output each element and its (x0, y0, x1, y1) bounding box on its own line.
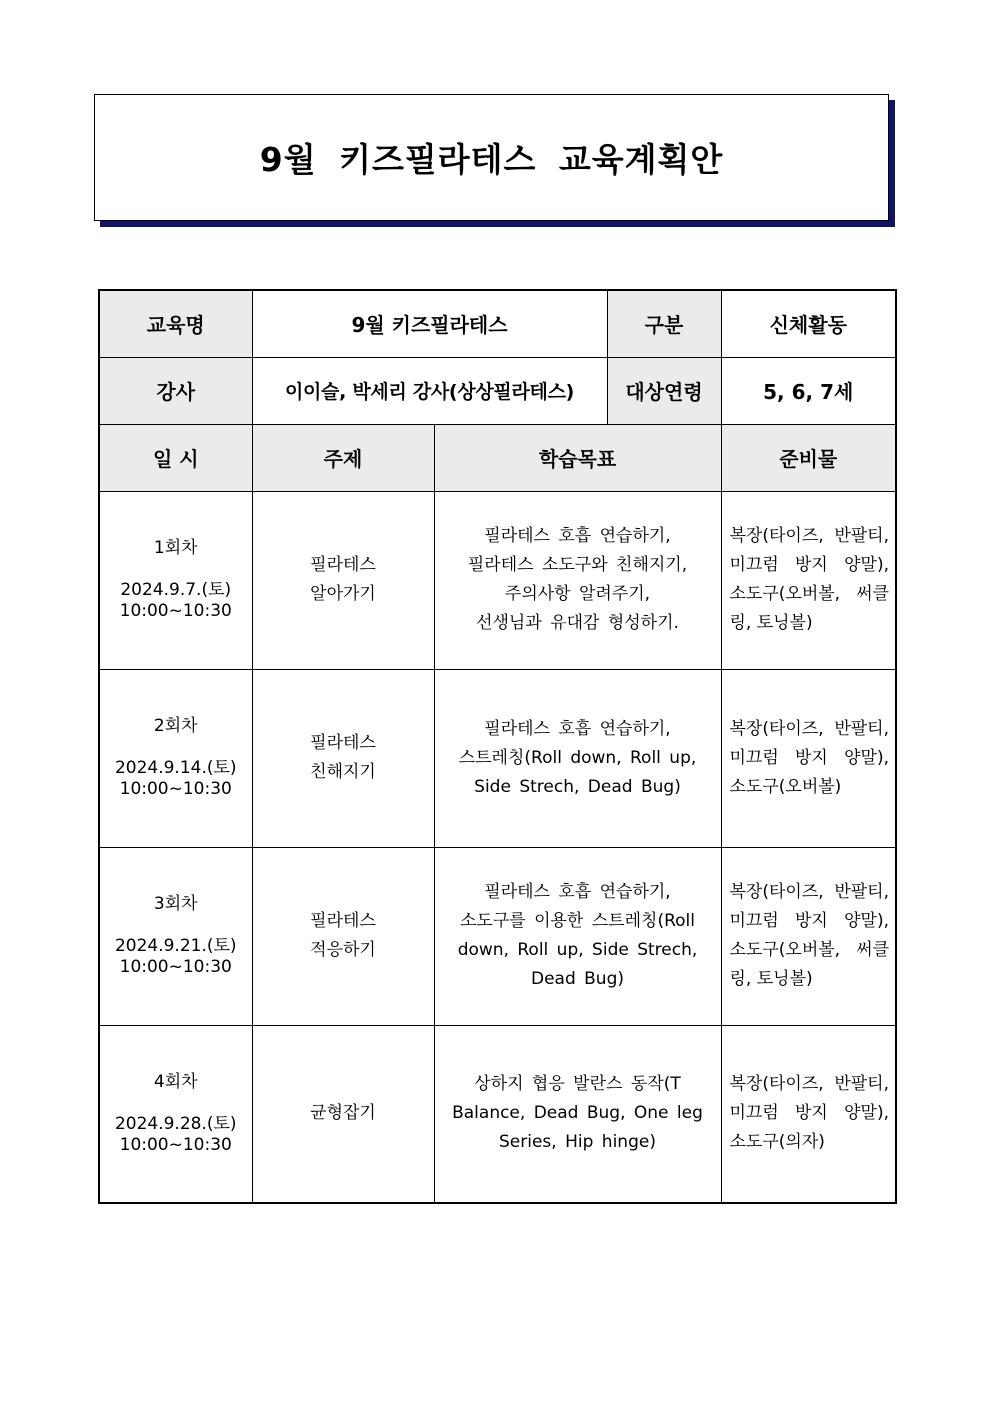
topic-line: 적응하기 (310, 940, 376, 960)
session-number: 4회차 (153, 1071, 198, 1092)
supplies-text: 복장(타이즈, 반팔티, 미끄럼 방지 양말), 소도구(의자) (729, 1074, 889, 1153)
instructor-label: 강사 (99, 357, 252, 424)
session-date-cell (99, 669, 252, 847)
session-goal (434, 669, 721, 847)
col-topic-header: 주제 (252, 424, 434, 491)
session-date-cell (99, 847, 252, 1025)
session-number: 1회차 (153, 538, 198, 558)
column-header-row (99, 424, 896, 491)
supplies-text: 복장(타이즈, 반팔티, 미끄럼 방지 양말), 소도구(오버볼, 써클링, 토닝볼) (729, 882, 889, 989)
session-row (99, 491, 896, 669)
session-date: 2024.9.21.(토) (114, 936, 237, 956)
goal-line: Balance, Dead Bug, One leg (452, 1103, 703, 1124)
goal-line: Dead Bug) (530, 969, 625, 989)
session-row (99, 847, 896, 1025)
session-number: 2회차 (153, 716, 198, 736)
instructor-value: 이이슬, 박세리 강사(상상필라테스) (252, 357, 607, 424)
session-supplies (721, 1025, 896, 1203)
goal-line: 스트레칭(Roll down, Roll up, (458, 747, 697, 768)
col-date-header: 일 시 (99, 424, 252, 491)
topic-line: 필라테스 (310, 911, 376, 931)
session-time: 10:00~10:30 (119, 601, 232, 621)
goal-line: Side Strech, Dead Bug) (474, 776, 681, 797)
goal-line: 필라테스 소도구와 친해지기, (467, 555, 688, 575)
category-value: 신체활동 (721, 290, 896, 357)
session-goal (434, 1025, 721, 1203)
topic-line: 친해지기 (310, 762, 376, 782)
goal-line: 필라테스 호흡 연습하기, (484, 526, 671, 546)
session-topic (252, 669, 434, 847)
session-row (99, 669, 896, 847)
session-topic (252, 491, 434, 669)
topic-line: 필라테스 (310, 555, 376, 575)
topic-line: 알아가기 (310, 584, 376, 604)
goal-line: 필라테스 호흡 연습하기, (484, 882, 671, 902)
age-value: 5, 6, 7세 (721, 357, 896, 424)
session-date-cell (99, 491, 252, 669)
name-label: 교육명 (99, 290, 252, 357)
goal-line: down, Roll up, Side Strech, (457, 940, 698, 960)
goal-line: 필라테스 호흡 연습하기, (484, 718, 671, 739)
supplies-text: 복장(타이즈, 반팔티, 미끄럼 방지 양말), 소도구(오버볼, 써클링, 토닝볼) (729, 526, 889, 633)
info-row-1 (99, 290, 896, 357)
goal-line: 주의사항 알려주기, (504, 584, 651, 604)
goal-line: 선생님과 유대감 형성하기. (476, 613, 679, 633)
session-date: 2024.9.14.(토) (114, 758, 237, 778)
session-topic (252, 847, 434, 1025)
goal-line: Series, Hip hinge) (499, 1132, 656, 1153)
col-supplies-header: 준비물 (721, 424, 896, 491)
session-supplies (721, 847, 896, 1025)
session-supplies (721, 491, 896, 669)
goal-line: 상하지 협응 발란스 동작(T (474, 1074, 681, 1095)
age-label: 대상연령 (607, 357, 721, 424)
session-date: 2024.9.7.(토) (120, 580, 232, 600)
topic-line: 균형잡기 (310, 1103, 376, 1124)
info-row-2 (99, 357, 896, 424)
name-value: 9월 키즈필라테스 (252, 290, 607, 357)
session-time: 10:00~10:30 (119, 779, 232, 799)
topic-line: 필라테스 (310, 733, 376, 753)
page-title: 9월 키즈필라테스 교육계획안 (259, 140, 724, 179)
session-time: 10:00~10:30 (119, 1134, 232, 1155)
session-goal (434, 847, 721, 1025)
category-label: 구분 (607, 290, 721, 357)
session-number: 3회차 (153, 894, 198, 914)
supplies-text: 복장(타이즈, 반팔티, 미끄럼 방지 양말), 소도구(오버볼) (729, 718, 889, 797)
session-date-cell (99, 1025, 252, 1203)
session-goal (434, 491, 721, 669)
goal-line: 소도구를 이용한 스트레칭(Roll (460, 911, 695, 931)
title-box (94, 94, 889, 221)
col-goal-header: 학습목표 (434, 424, 721, 491)
session-date: 2024.9.28.(토) (114, 1113, 237, 1134)
session-row (99, 1025, 896, 1203)
session-topic (252, 1025, 434, 1203)
session-time: 10:00~10:30 (119, 957, 232, 977)
session-supplies (721, 669, 896, 847)
plan-table (98, 289, 897, 1204)
